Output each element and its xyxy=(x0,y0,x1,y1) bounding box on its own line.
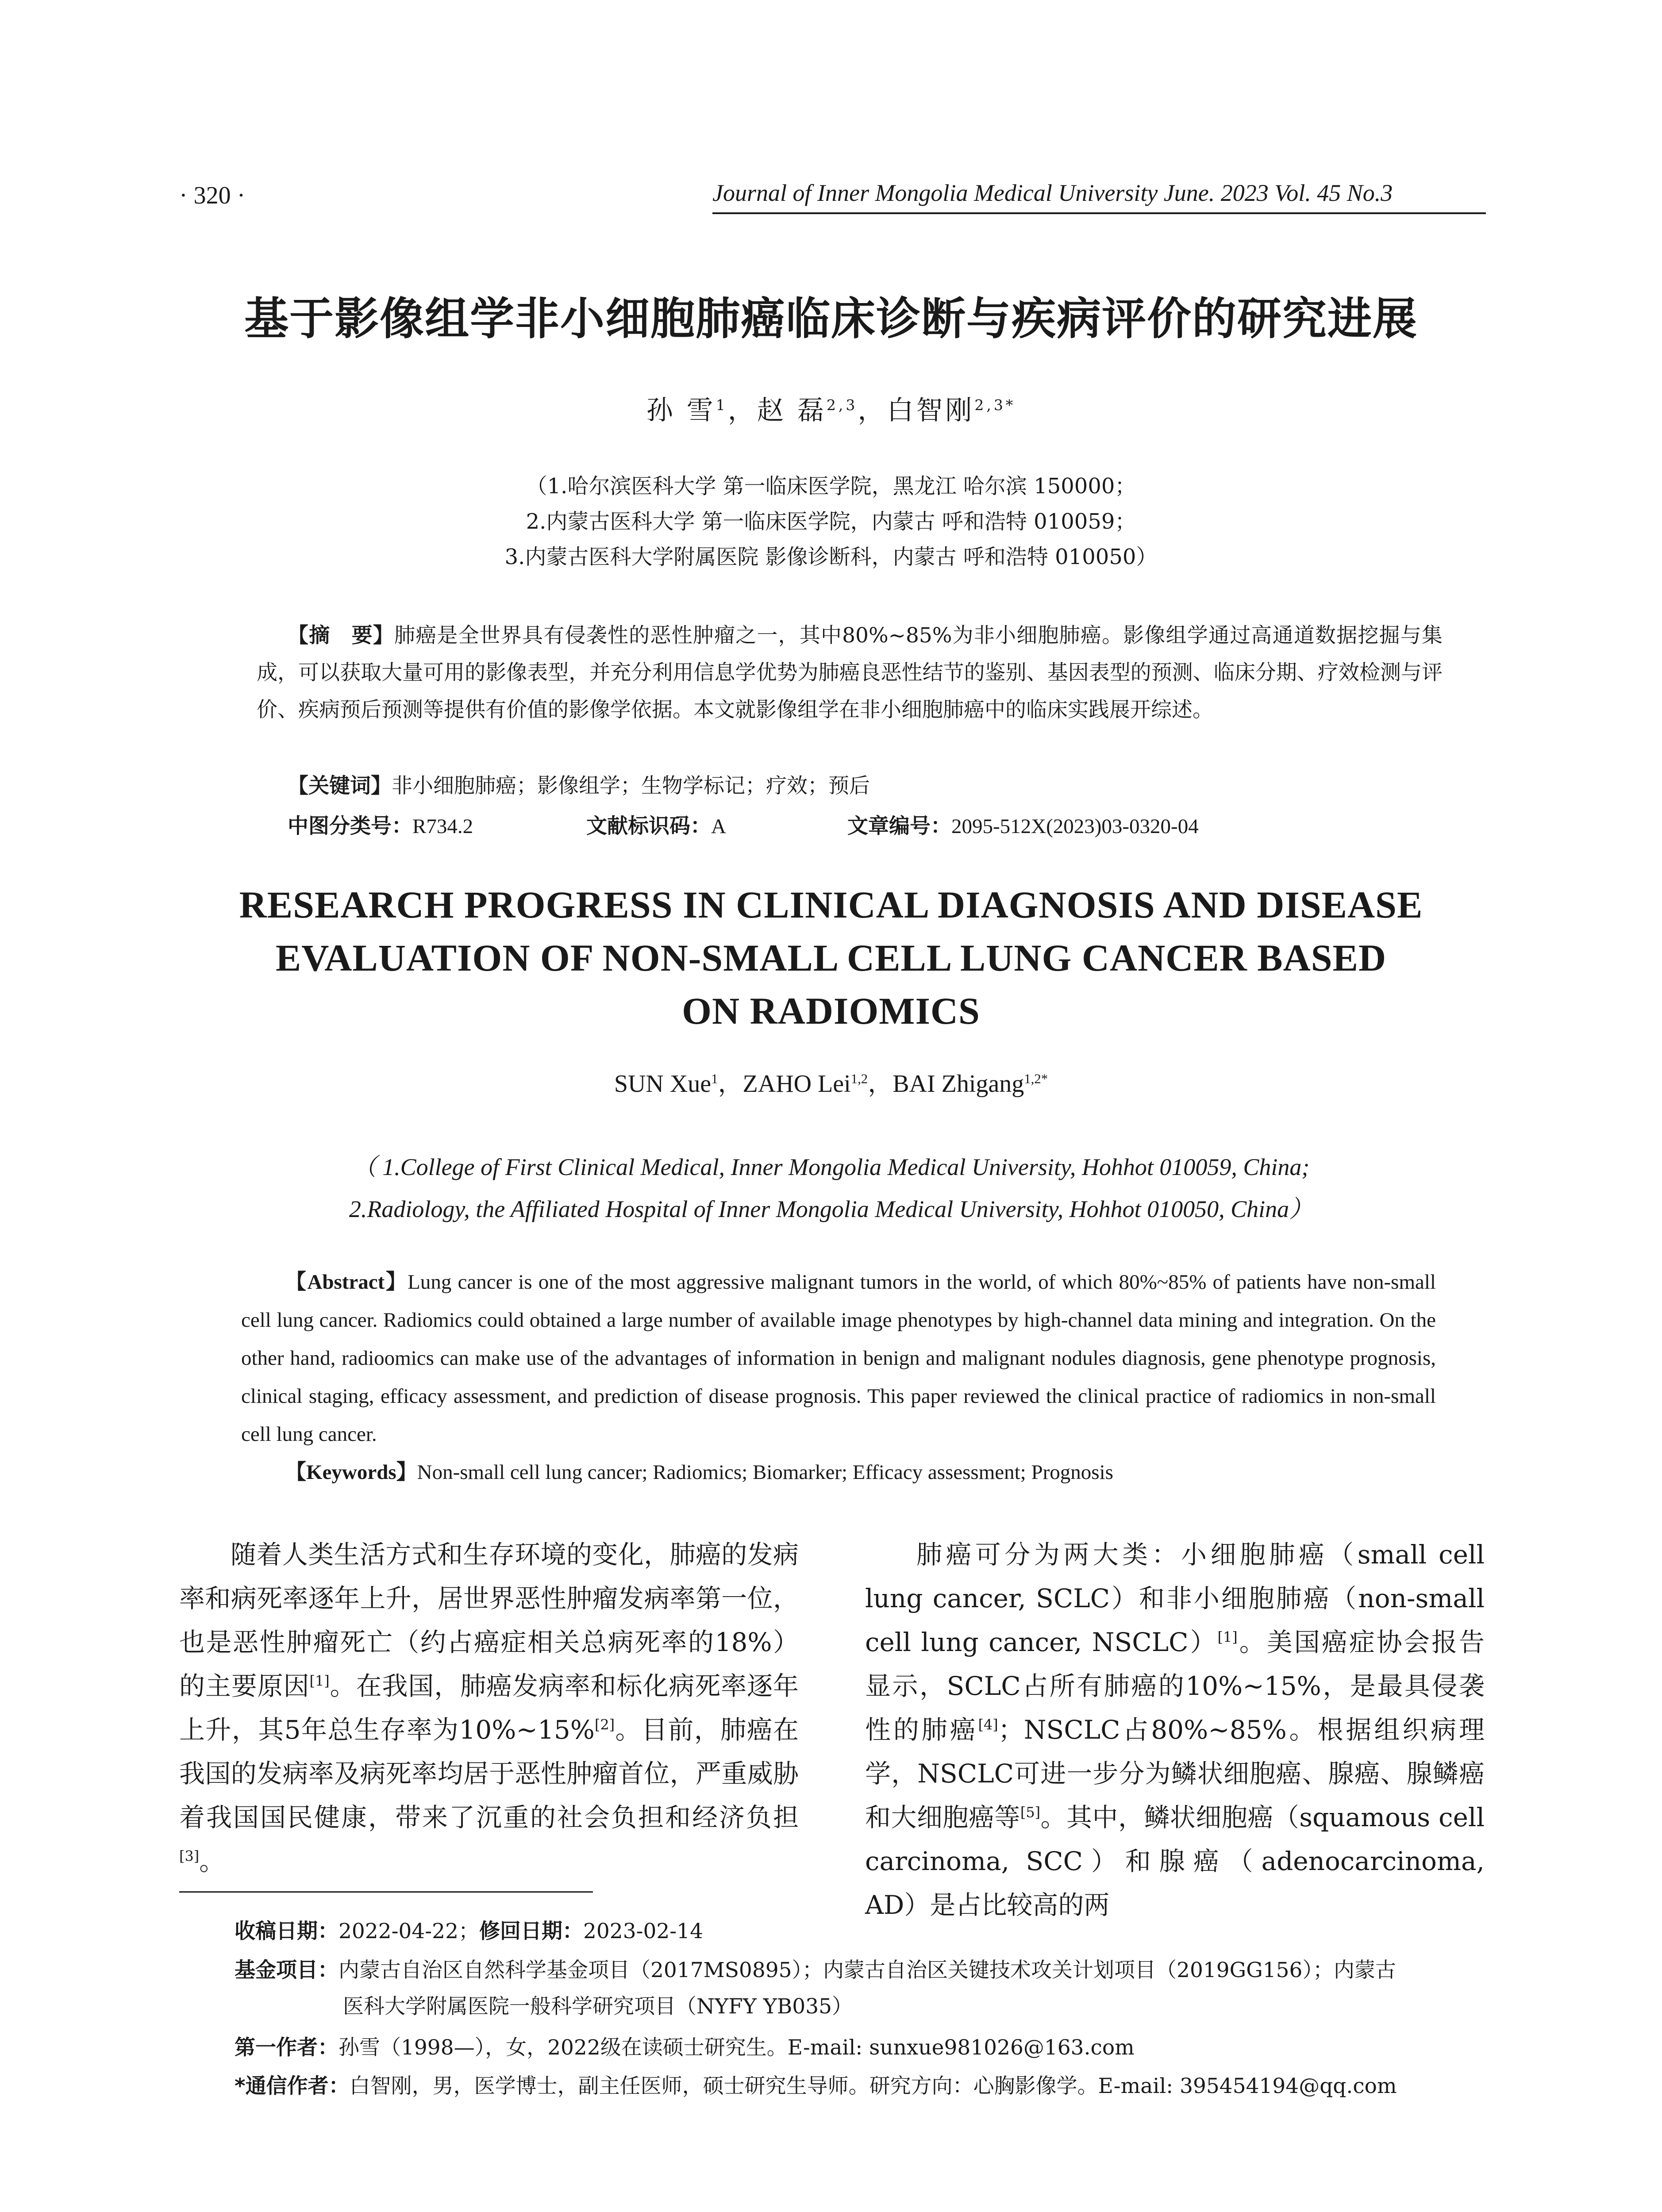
first-author-label: 第一作者： xyxy=(235,2035,339,2060)
cn-affiliation-3: 3.内蒙古医科大学附属医院 影像诊断科，内蒙古 呼和浩特 010050） xyxy=(504,545,1158,569)
en-title-line-1: RESEARCH PROGRESS IN CLINICAL DIAGNOSIS AND DISEASE xyxy=(239,883,1423,926)
body-left-column xyxy=(179,1533,799,1883)
body-left-text-2: 。在我国，肺癌发病率和标化病死率逐年上升，其5年总生存率为10%~15% xyxy=(179,1671,799,1745)
footnote-fund-cont: 医科大学附属医院一般科学研究项目（NYFY YB035） xyxy=(343,1994,853,2019)
en-authors xyxy=(0,1064,1662,1099)
citation-1-right[interactable]: [1] xyxy=(1217,1628,1238,1646)
body-right-text-4: 。其中，鳞状细胞癌（squamous cell carcinoma, SCC）和腺癌（adenocarcinoma, AD）是占比较高的两 xyxy=(865,1802,1485,1920)
cn-author-1-sup: 1 xyxy=(716,396,728,414)
en-abstract-text: Lung cancer is one of the most aggressive malignant tumors in the world, of which 80%~85% of patients have non-small cell lung cancer. Radiomics could obtained a large number of available image phenotypes by high-channel data mining and integration. On the other hand, radioomics can make use of the advantages of information in benign and malignant nodules diagnosis, gene phenotype prognosis, clinical staging, efficacy assessment, and prediction of disease prognosis. This paper reviewed the clinical practice of radiomics in non-small cell lung cancer. xyxy=(241,1271,1436,1446)
cn-title: 基于影像组学非小细胞肺癌临床诊断与疾病评价的研究进展 xyxy=(244,293,1418,345)
footnote-corresponding xyxy=(235,2073,1487,2100)
en-author-2: ，ZAHO Lei xyxy=(718,1070,851,1098)
cn-abstract-label: 【摘 要】 xyxy=(288,623,394,648)
first-author-text: 孙雪（1998—），女，2022级在读硕士研究生。E-mail: sunxue981026@163.com xyxy=(339,2035,1135,2060)
en-keywords-text: Non-small cell lung cancer; Radiomics; Biomarker; Efficacy assessment; Prognosis xyxy=(417,1461,1113,1484)
footnote-rule xyxy=(179,1891,593,1893)
citation-5[interactable]: [5] xyxy=(1020,1804,1041,1821)
footnote-fund xyxy=(235,1957,1487,1984)
body-left-text-3: 。目前，肺癌在我国的发病率及病死率均居于恶性肿瘤首位，严重威胁着我国国民健康，带来了沉重的社会负担和经济负担 xyxy=(179,1715,799,1832)
en-title-line-3: ON RADIOMICS xyxy=(682,990,980,1032)
body-right-text-2: 。美国癌症协会报告显示，SCLC占所有肺癌的10%~15%，是最具侵袭性的肺癌 xyxy=(865,1627,1485,1745)
citation-2[interactable]: [2] xyxy=(594,1716,615,1733)
cn-keywords xyxy=(288,768,1473,805)
revised-date: 2023-02-14 xyxy=(583,1919,703,1943)
cn-clc-value: R734.2 xyxy=(412,815,473,838)
body-right-text-1: 肺癌可分为两大类：小细胞肺癌（small cell lung cancer, SCLC）和非小细胞肺癌（non-small cell lung cancer, NSCLC） xyxy=(865,1540,1485,1657)
cn-author-3-sup: 2,3* xyxy=(974,396,1016,414)
received-label: 收稿日期： xyxy=(235,1919,339,1943)
cn-author-2-sup: 2,3 xyxy=(826,396,858,414)
cn-clc-label: 中图分类号： xyxy=(288,814,412,838)
revised-label: 修回日期： xyxy=(479,1919,583,1943)
cn-abstract xyxy=(257,617,1443,729)
en-author-1-sup: 1 xyxy=(711,1071,718,1087)
cn-affiliation-2: 2.内蒙古医科大学 第一临床医学院，内蒙古 呼和浩特 010059； xyxy=(526,509,1136,534)
en-affiliation-2: 2.Radiology, the Affiliated Hospital of Inner Mongolia Medical University, Hohhot 010050, China） xyxy=(349,1196,1313,1222)
citation-1[interactable]: [1] xyxy=(309,1672,330,1690)
page-number: · 320 · xyxy=(179,182,246,209)
footnote-dates xyxy=(235,1918,1487,1945)
cn-keywords-text: 非小细胞肺癌；影像组学；生物学标记；疗效；预后 xyxy=(392,774,870,798)
fund-text: 内蒙古自治区自然科学基金项目（2017MS0895）；内蒙古自治区关键技术攻关计划项目（2019GG156）；内蒙古 xyxy=(339,1958,1396,1982)
cn-affiliation-1: （1.哈尔滨医科大学 第一临床医学院，黑龙江 哈尔滨 150000； xyxy=(526,474,1136,499)
fund-label: 基金项目： xyxy=(235,1958,339,1982)
cn-article-no xyxy=(847,810,1199,839)
en-keywords xyxy=(285,1455,1436,1485)
citation-4[interactable]: [4] xyxy=(978,1716,998,1733)
cn-doc-code-value: A xyxy=(711,815,726,838)
footnote-first-author xyxy=(235,2034,1487,2062)
header-rule xyxy=(712,212,1486,214)
en-abstract-label: 【Abstract】 xyxy=(285,1271,408,1294)
en-keywords-label: 【Keywords】 xyxy=(285,1461,417,1484)
body-right-text-3: ；NSCLC占80%~85%。根据组织病理学，NSCLC可进一步分为鳞状细胞癌、腺癌、腺鳞癌和大细胞癌等 xyxy=(865,1715,1485,1832)
journal-header: Journal of Inner Mongolia Medical University June. 2023 Vol. 45 No.3 xyxy=(712,180,1393,206)
cn-author-2: ，赵 磊 xyxy=(727,395,827,426)
body-left-paragraph xyxy=(179,1533,799,1883)
en-author-2-sup: 1,2 xyxy=(850,1071,868,1087)
en-author-3: ，BAI Zhigang xyxy=(868,1070,1024,1098)
body-right-paragraph xyxy=(865,1533,1485,1927)
cn-keywords-label: 【关键词】 xyxy=(288,774,392,798)
cn-clc xyxy=(288,810,473,839)
cn-article-no-value: 2095-512X(2023)03-0320-04 xyxy=(951,815,1199,838)
corresponding-text: 白智刚，男，医学博士，副主任医师，硕士研究生导师。研究方向：心胸影像学。E-mail: 395454194@qq.com xyxy=(349,2074,1397,2098)
en-affiliation-1: （ 1.College of First Clinical Medical, Inner Mongolia Medical University, Hohhot 010059, China; xyxy=(352,1154,1310,1180)
body-right-column xyxy=(865,1533,1485,1927)
en-abstract xyxy=(241,1263,1436,1453)
body-left-text-1: 随着人类生活方式和生存环境的变化，肺癌的发病率和病死率逐年上升，居世界恶性肿瘤发病率第一位，也是恶性肿瘤死亡（约占癌症相关总病死率的18%）的主要原因 xyxy=(179,1540,799,1701)
cn-author-3: ，白智刚 xyxy=(858,395,975,426)
citation-3[interactable]: [3] xyxy=(179,1847,200,1865)
cn-doc-code xyxy=(586,810,726,839)
cn-author-1: 孙 雪 xyxy=(646,395,716,426)
cn-abstract-text: 肺癌是全世界具有侵袭性的恶性肿瘤之一，其中80%~85%为非小细胞肺癌。影像组学通过高通道数据挖掘与集成，可以获取大量可用的影像表型，并充分利用信息学优势为肺癌良恶性结节的鉴别、基因表型的预测、临床分期、疗效检测与评价、疾病预后预测等提供有价值的影像学依据。本文就影像组学在非小细胞肺癌中的临床实践展开综述。 xyxy=(257,623,1443,722)
en-author-3-sup: 1,2* xyxy=(1024,1071,1048,1087)
corresponding-label: *通信作者： xyxy=(235,2074,350,2098)
body-left-text-4: 。 xyxy=(199,1846,225,1876)
en-author-1: SUN Xue xyxy=(614,1070,712,1098)
cn-article-no-label: 文章编号： xyxy=(847,814,951,838)
received-date: 2022-04-22； xyxy=(339,1919,479,1943)
cn-authors xyxy=(0,389,1662,427)
en-title-line-2: EVALUATION OF NON-SMALL CELL LUNG CANCER BASED xyxy=(275,937,1387,979)
cn-doc-code-label: 文献标识码： xyxy=(586,814,711,838)
